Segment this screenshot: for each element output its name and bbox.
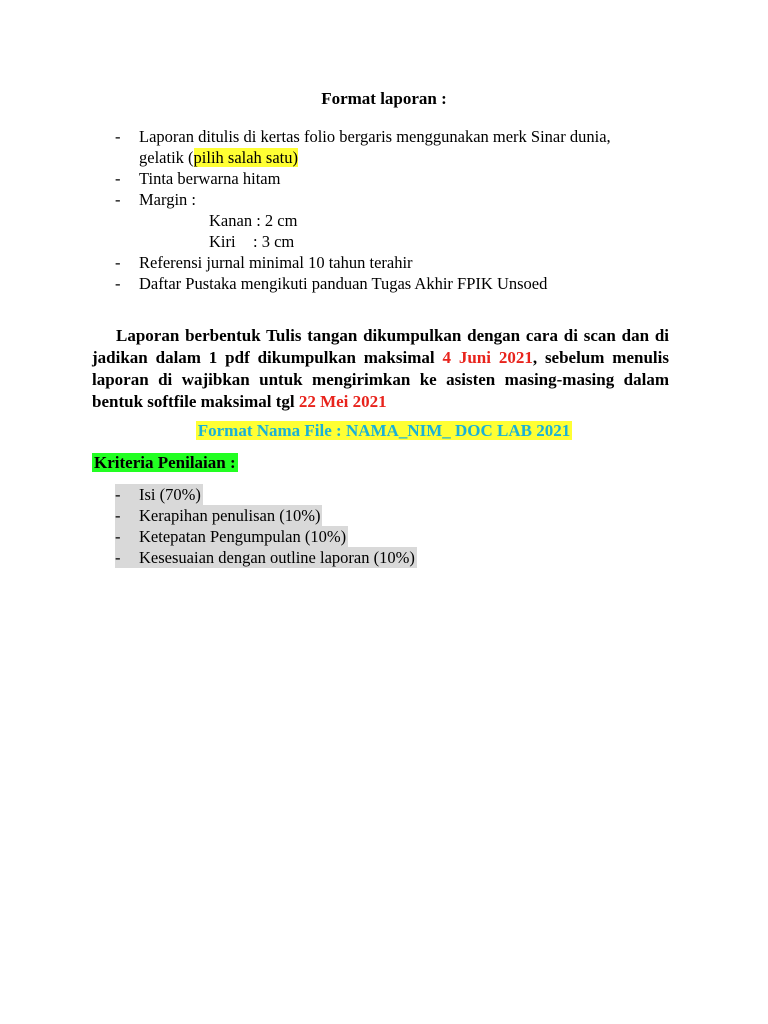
list-dash: - — [115, 527, 121, 546]
deadline-date: 4 Juni 2021 — [442, 348, 533, 367]
list-item-text: Margin : — [139, 190, 196, 209]
list-item-text: Laporan ditulis di kertas folio bergaris menggunakan merk Sinar dunia, — [139, 127, 611, 146]
kriteria-text: Isi (70%) — [139, 485, 201, 504]
list-item-text: gelatik ( — [139, 148, 194, 167]
list-item — [115, 273, 699, 294]
list-item — [115, 547, 417, 568]
margin-kanan — [139, 210, 699, 231]
list-item-text: Referensi jurnal minimal 10 tahun terahir — [139, 253, 413, 272]
kriteria-heading — [92, 452, 238, 474]
kriteria-row — [115, 505, 322, 526]
paragraph-text: Laporan berbentuk Tulis tangan dikumpulkan dengan cara di scan dan di jadikan dalam 1 pdf dikumpulkan maksimal — [92, 326, 669, 367]
kriteria-list — [115, 484, 417, 568]
file-name-format-text: Format Nama File : NAMA_NIM_ DOC LAB 2021 — [197, 421, 571, 440]
list-dash: - — [115, 274, 121, 293]
page-title: Format laporan : — [321, 89, 447, 108]
highlighted-text: pilih salah satu) — [193, 148, 299, 167]
list-dash: - — [115, 127, 121, 146]
list-item — [115, 526, 417, 547]
kriteria-row — [115, 526, 348, 547]
margin-value: : 2 cm — [256, 211, 298, 230]
list-dash: - — [115, 485, 121, 504]
softfile-date: 22 Mei 2021 — [298, 392, 387, 411]
list-dash: - — [115, 169, 121, 188]
kriteria-row — [115, 484, 203, 505]
margin-kiri — [139, 231, 699, 252]
format-list — [115, 126, 699, 294]
kriteria-heading-text: Kriteria Penilaian : — [94, 453, 236, 472]
list-item — [115, 168, 699, 189]
margin-label: Kanan — [209, 211, 253, 230]
list-item — [115, 252, 699, 273]
kriteria-text: Ketepatan Pengumpulan (10%) — [139, 527, 347, 546]
instruction-paragraph — [92, 325, 669, 413]
list-item-text: Daftar Pustaka mengikuti panduan Tugas Akhir FPIK Unsoed — [139, 274, 548, 293]
list-item — [115, 505, 417, 526]
kriteria-row — [115, 547, 417, 568]
kriteria-text: Kesesuaian dengan outline laporan (10%) — [139, 548, 415, 567]
list-item — [115, 126, 699, 168]
list-dash: - — [115, 506, 121, 525]
list-item-text: Tinta berwarna hitam — [139, 169, 281, 188]
list-dash: - — [115, 548, 121, 567]
list-dash: - — [115, 190, 121, 209]
kriteria-text: Kerapihan penulisan (10%) — [139, 506, 321, 525]
margin-value: : 3 cm — [253, 232, 295, 251]
list-item — [115, 189, 699, 252]
margin-label: Kiri — [209, 232, 236, 251]
list-item — [115, 484, 417, 505]
file-name-format — [0, 420, 768, 442]
list-dash: - — [115, 253, 121, 272]
paragraph-text: , sebelum menulis laporan di wajibkan untuk mengirimkan ke asisten masing-masing dalam bentuk softfile maksimal tgl — [92, 348, 669, 411]
